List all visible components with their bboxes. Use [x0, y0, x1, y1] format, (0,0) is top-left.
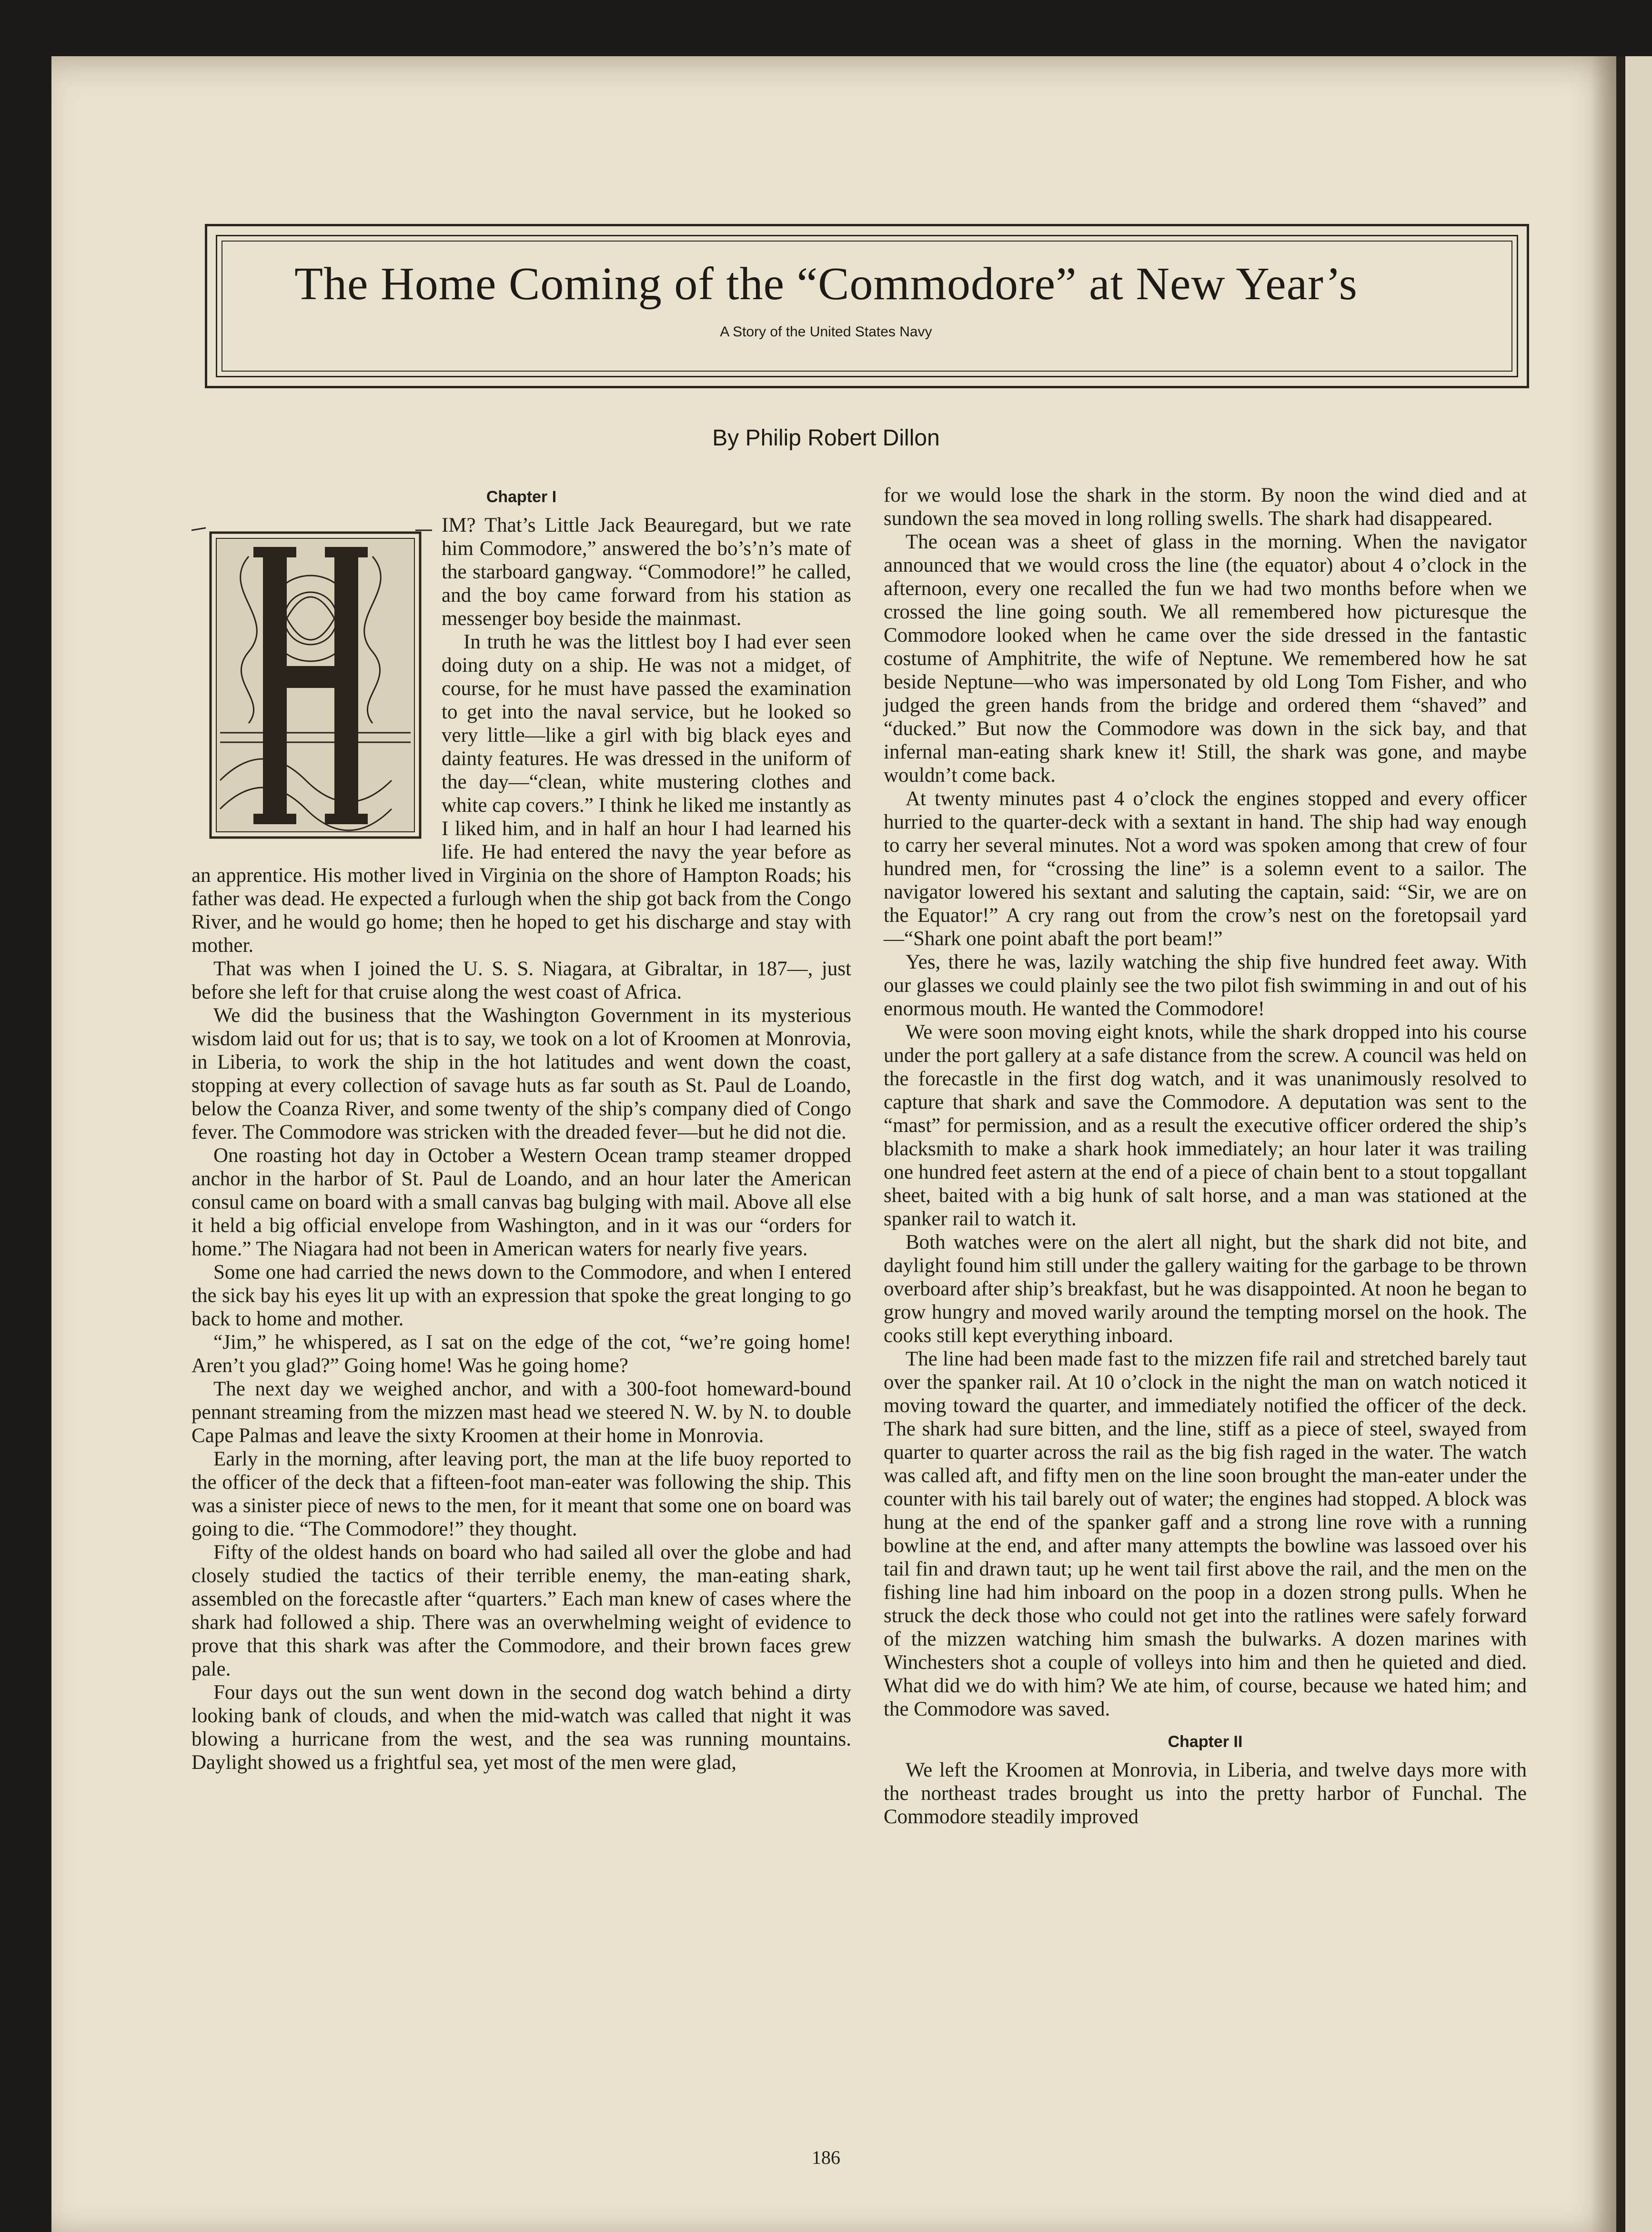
gutter-shadow	[1591, 56, 1625, 2232]
chapter1-paragraph-3: That was when I joined the U. S. S. Niagara, at Gibraltar, in 187—, just before she left for that cruise along the west coast of Africa.	[191, 958, 851, 1003]
right-paragraph-6: Both watches were on the alert all night, but the shark did not bite, and daylight found him still under the gallery waiting for the garbage to be thrown overboard after ship’s breakfast, but he was disappointed. At noon he began to grow hungry and moved warily around the tempting morsel on the hook. The cooks still kept everything inboard.	[884, 1231, 1527, 1347]
chapter1-paragraph-8: The next day we weighed anchor, and with a 300-foot homeward-bound pennant streaming from the mizzen mast head we steered N. W. by N. to double Cape Palmas and leave the sixty Kroomen at their home in Monrovia.	[191, 1378, 851, 1447]
chapter1-paragraph-5: One roasting hot day in October a Western Ocean tramp steamer dropped anchor in the harbor of St. Paul de Loando, and an hour later the American consul came on board with a small canvas bag bulging with mail. Above all else it held a big official envelope from Washington, and in it was our “orders for home.” The Niagara had not been in American waters for nearly five years.	[191, 1144, 851, 1260]
right-column	[884, 484, 1527, 1828]
chapter1-paragraph-4: We did the business that the Washington Government in its mysterious wisdom laid out for us; that is to say, we took on a lot of Kroomen at Monrovia, in Liberia, to work the ship in the hot latitudes and went down the coast, stopping at every collection of savage huts as far south as St. Paul de Loando, below the Coanza River, and some twenty of the ship’s company died of Congo fever. The Commodore was stricken with the dreaded fever—but he did not die.	[191, 1004, 851, 1143]
right-paragraph-2: The ocean was a sheet of glass in the morning. When the navigator announced that we would cross the line (the equator) about 4 o’clock in the afternoon, every one recalled the fun we had two months before when we crossed the line going south. We all remembered how picturesque the Commodore looked when he came over the side dressed in the fantastic costume of Amphitrite, the wife of Neptune. We remembered how he sat beside Neptune—who was impersonated by old Long Tom Fisher, and who judged the green hands from the bridge and ordered them “shaved” and “ducked.” But now the Commodore was down in the sick bay, and that infernal man-eating shark knew it! Still, the shark was gone, and maybe wouldn’t come back.	[884, 531, 1527, 787]
article-title: The Home Coming of the “Commodore” at New Year’s	[294, 258, 1358, 310]
left-column	[191, 484, 851, 1774]
chapter1-paragraph-7: “Jim,” he whispered, as I sat on the edge of the cot, “we’re going home! Aren’t you glad?” Going home! Was he going home?	[191, 1331, 851, 1377]
right-paragraph-1: for we would lose the shark in the storm. By noon the wind died and at sundown the sea moved in long rolling swells. The shark had disappeared.	[884, 484, 1527, 530]
facing-page-edge	[1625, 56, 1652, 2232]
right-paragraph-7: The line had been made fast to the mizzen fife rail and stretched barely taut over the spanker rail. At 10 o’clock in the night the man on watch noticed it moving toward the quarter, and immediately notified the officer of the deck. The shark had sure bitten, and the line, stiff as a piece of steel, swayed from quarter to quarter across the rail as the big fish raged in the water. The watch was called aft, and fifty men on the line soon brought the man-eater under the counter with his tail barely out of water; the engines had stopped. A block was hung at the end of the spanker gaff and a strong line rove with a running bowline at the end, and after many attempts the bowline was lassoed over his tail fin and drawn taut; up he went tail first above the rail, and the men on the fishing line had him inboard on the poop in a dozen strong pulls. When he struck the deck those who could not get into the ratlines were safely forward of the mizzen watching him smash the bulwarks. A dozen marines with Winchesters shot a couple of volleys into him and then he quieted and died. What did we do with him? We ate him, of course, because we hated him; and the Commodore was saved.	[884, 1348, 1527, 1720]
chapter1-paragraph-11: Four days out the sun went down in the second dog watch behind a dirty looking bank of clouds, and when the mid-watch was called that night it was blowing a hurricane from the west, and the sea was running mountains. Daylight showed us a frightful sea, yet most of the men were glad,	[191, 1681, 851, 1774]
byline: By Philip Robert Dillon	[712, 425, 940, 451]
decorative-initial-h-icon	[191, 514, 432, 849]
chapter1-paragraph-2: In truth he was the littlest boy I had ever seen doing duty on a ship. He was not a midget, of course, for he must have passed the examination to get into the naval service, but he looked so very little—like a girl with big black eyes and dainty features. He was dressed in the uniform of the day—“clean, white mustering clothes and white cap covers.” I think he liked me instantly as I liked him, and in half an hour I had learned his life. He had entered the navy the year before as an apprentice. His mother lived in Virginia on the shore of Hampton Roads; his father was dead. He expected a furlough when the ship got back from the Congo River, and he would go home; then he hoped to get his discharge and stay with mother.	[191, 631, 851, 957]
right-paragraph-3: At twenty minutes past 4 o’clock the engines stopped and every officer hurried to the quarter-deck with a sextant in hand. The ship had way enough to carry her several minutes. Not a word was spoken among that crew of four hundred men, for “crossing the line” is a solemn event to a sailor. The navigator lowered his sextant and saluting the captain, said: “Sir, we are on the Equator!” A cry rang out from the crow’s nest on the foretopsail yard—“Shark one point abaft the port beam!”	[884, 788, 1527, 950]
chapter-heading: Chapter I	[486, 488, 557, 506]
chapter-2-heading: Chapter II	[1168, 1733, 1243, 1751]
right-paragraph-4: Yes, there he was, lazily watching the ship five hundred feet away. With our glasses we could plainly see the two pilot fish swimming in and out of his enormous mouth. He wanted the Commodore!	[884, 951, 1527, 1020]
chapter1-paragraph-1: IM? That’s Little Jack Beauregard, but we rate him Commodore,” answered the bo’s’n’s mate of the starboard gangway. “Commodore!” he called, and the boy came forward from his station as messenger boy beside the mainmast.	[442, 514, 851, 630]
right-paragraph-5: We were soon moving eight knots, while the shark dropped into his course under the port gallery at a safe distance from the screw. A council was held on the forecastle in the first dog watch, and it was unanimously resolved to capture that shark and save the Commodore. A deputation was sent to the “mast” for permission, and as a result the executive officer ordered the ship’s blacksmith to make a shark hook immediately; an hour later it was trailing one hundred feet astern at the end of a piece of chain bent to a stout topgallant sheet, baited with a big hunk of salt horse, and a man was stationed at the spanker rail to watch it.	[884, 1021, 1527, 1230]
chapter1-paragraph-9: Early in the morning, after leaving port, the man at the life buoy reported to the officer of the deck that a fifteen-foot man-eater was following the ship. This was a sinister piece of news to the men, for it meant that some one on board was going to die. “The Commodore!” they thought.	[191, 1448, 851, 1540]
chapter2-paragraph-1: We left the Kroomen at Monrovia, in Liberia, and twelve days more with the northeast trades brought us into the pretty harbor of Funchal. The Commodore steadily improved	[884, 1759, 1527, 1828]
chapter1-paragraph-6: Some one had carried the news down to the Commodore, and when I entered the sick bay his eyes lit up with an expression that spoke the great longing to go back to home and mother.	[191, 1261, 851, 1330]
chapter1-paragraph-10: Fifty of the oldest hands on board who had sailed all over the globe and had closely studied the tactics of their terrible enemy, the man-eating shark, assembled on the forecastle after “quarters.” Each man knew of cases where the shark had followed a ship. There was an overwhelming weight of evidence to prove that this shark was after the Commodore, and their brown faces grew pale.	[191, 1541, 851, 1680]
page-number: 186	[812, 2147, 840, 2168]
article-subtitle: A Story of the United States Navy	[720, 324, 932, 340]
